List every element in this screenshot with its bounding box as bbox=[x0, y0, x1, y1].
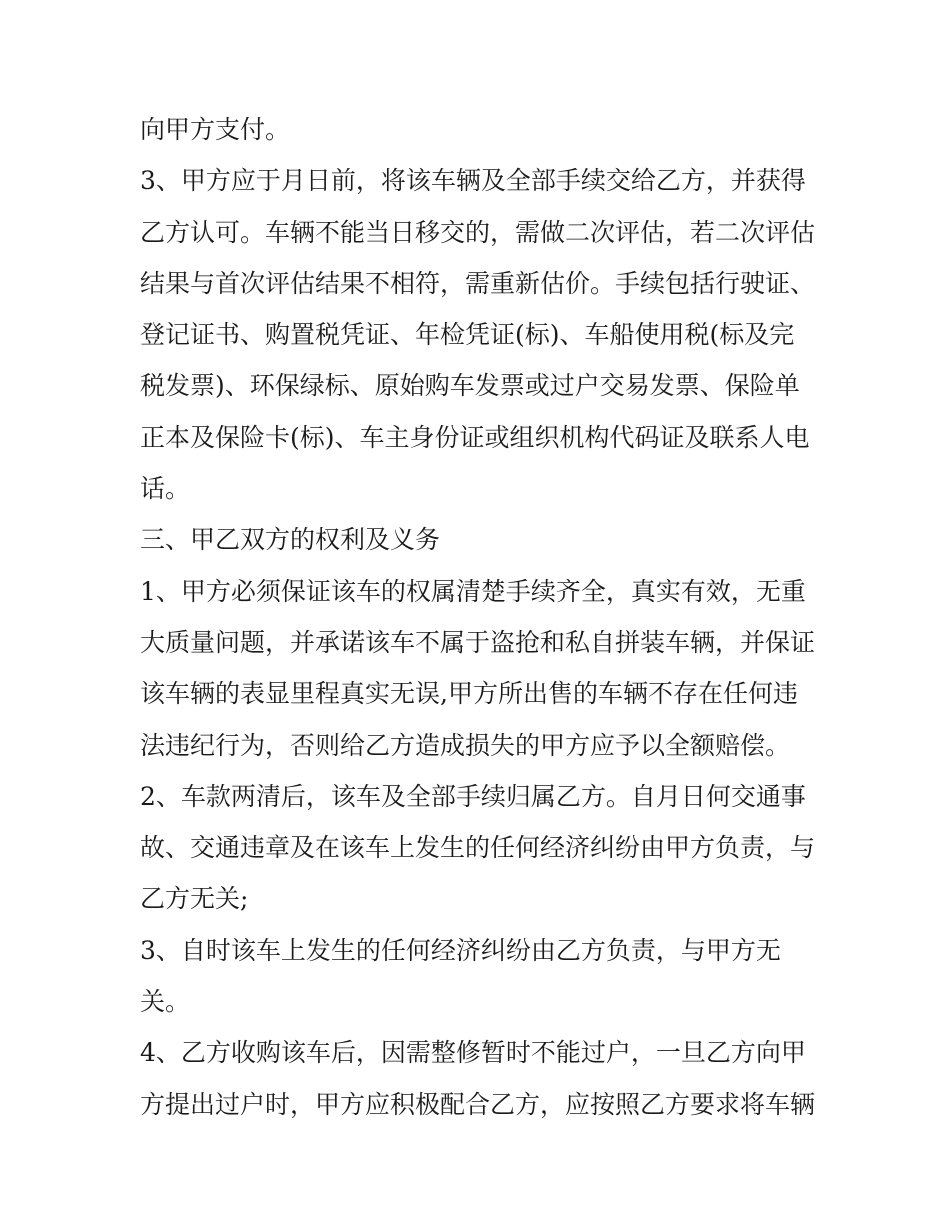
text-line: 结果与首次评估结果不相符，需重新估价。手续包括行驶证、 bbox=[140, 268, 816, 298]
text-line: 3、甲方应于月日前，将该车辆及全部手续交给乙方，并获得 bbox=[140, 166, 806, 196]
text-line: 登记证书、购置税凭证、年检凭证(标)、车船使用税(标及完 bbox=[140, 320, 795, 350]
text-line: 方提出过户时，甲方应积极配合乙方，应按照乙方要求将车辆 bbox=[140, 1089, 816, 1119]
section-heading: 三、甲乙双方的权利及义务 bbox=[140, 525, 441, 555]
text-line: 3、自时该车上发生的任何经济纠纷由乙方负责，与甲方无 bbox=[140, 935, 781, 965]
text-line: 故、交通违章及在该车上发生的任何经济纠纷由甲方负责，与 bbox=[140, 833, 816, 863]
text-line: 税发票)、环保绿标、原始购车发票或过户交易发票、保险单 bbox=[140, 371, 800, 401]
text-line: 关。 bbox=[140, 987, 191, 1017]
text-line: 话。 bbox=[140, 474, 191, 504]
text-line: 4、乙方收购该车后，因需整修暂时不能过户，一旦乙方向甲 bbox=[140, 1038, 806, 1068]
text-line: 正本及保险卡(标)、车主身份证或组织机构代码证及联系人电 bbox=[140, 422, 810, 452]
text-line: 2、车款两清后，该车及全部手续归属乙方。自月日何交通事 bbox=[140, 781, 806, 811]
text-line: 1、甲方必须保证该车的权属清楚手续齐全，真实有效，无重 bbox=[140, 576, 806, 606]
document-body bbox=[140, 104, 830, 1130]
text-line: 乙方无关; bbox=[140, 884, 249, 914]
text-line: 向甲方支付。 bbox=[140, 115, 291, 144]
text-line: 大质量问题，并承诺该车不属于盗抢和私自拼装车辆，并保证 bbox=[140, 627, 816, 657]
text-line: 该车辆的表显里程真实无误,甲方所出售的车辆不存在任何违 bbox=[140, 679, 798, 709]
text-line: 乙方认可。车辆不能当日移交的，需做二次评估，若二次评估 bbox=[140, 217, 816, 247]
text-line: 法违纪行为，否则给乙方造成损失的甲方应予以全额赔偿。 bbox=[140, 730, 791, 760]
